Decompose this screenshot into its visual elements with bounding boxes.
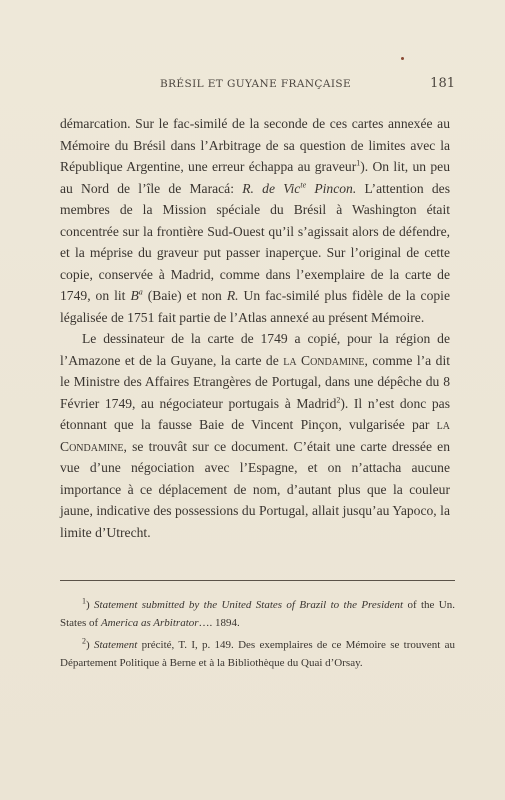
footnote-ref-1: 1: [356, 158, 361, 168]
footnotes: [60, 596, 455, 676]
p2-text-4: , se trouvât sur ce document. C’était une carte dressée en vue d’une négociation avec l’Espagne, et on n’attacha aucune importance à ce déplacement de nom, d’autant plus que la couleur jaune, indicative des possessions du Portugal, allait jusqu’au Yapoco, la limite d’Utrecht.: [60, 438, 450, 540]
map-label-1: R. de Vic$^{te}$ Pincon.: [242, 179, 357, 196]
page-number: 181: [430, 76, 455, 91]
p1-text-1: démarcation. Sur le fac-similé de la seconde de ces cartes annexée au Mémoire du Brésil dans l’Arbitrage de sa question de limites avec la République Argentine, une erreur échappa au graveur: [60, 116, 450, 174]
map-label-2: $B^a$: [130, 287, 143, 303]
footnote-1-number: 1: [82, 596, 86, 606]
author-name-2: la Condamine: [60, 417, 450, 454]
paragraph-1: [60, 113, 450, 328]
paper-speck: [401, 57, 404, 60]
footnote-1: $^1$) Statement submitted by the United States of Brazil to the President of the Un. States of America as Arbitrator…. 1894.: [60, 596, 455, 629]
running-head: BRÉSIL ET GUYANE FRANÇAISE: [160, 78, 352, 90]
page-header: [60, 78, 455, 96]
p2-text-3: ). Il n’est donc pas étonnant que la fausse Baie de Vincent Pinçon, vulgarisée par: [60, 395, 451, 432]
author-name-1: la Condamine: [283, 352, 365, 368]
p1-text-3: L’attention des membres de la Mission spéciale du Brésil à Washington était concentrée sur la frontière Sud-Ouest qu’il s’agissait alors de défendre, et la méprise du graveur put passer inaperçue. Sur l’original de cette copie, conservée à Madrid, comme dans l’exemplaire de la carte de 1749, on lit: [60, 180, 450, 303]
map-label-3: R.: [226, 288, 239, 303]
footnote-ref-2: 2: [336, 394, 341, 404]
p1-text-4: (Baie) et non: [142, 288, 227, 303]
p2-text-2: , comme l’a dit le Ministre des Affaires Etrangères de Portugal, dans une dépêche du 8 Février 1749, au négociateur portugais à Madrid: [60, 352, 451, 411]
p2-text-1: Le dessinateur de la carte de 1749 a copié, pour la région de l’Amazone et de la Guyane, la carte de: [60, 331, 450, 368]
footnote-2: $^2$) Statement précité, T. I, p. 149. Des exemplaires de ce Mémoire se trouvent au Département Politique à Berne et à la Bibliothèque du Quai d’Orsay.: [60, 636, 455, 669]
p1-text-5: Un fac-similé plus fidèle de la copie légalisée de 1751 fait partie de l’Atlas annexé au présent Mémoire.: [60, 288, 450, 325]
p1-text-2: ). On lit, un peu au Nord de l’île de Maracá:: [60, 159, 450, 196]
body-text: [60, 113, 450, 543]
footnote-2-number: 2: [82, 636, 86, 646]
footnote-divider: [60, 580, 455, 581]
paragraph-2: [60, 328, 450, 543]
